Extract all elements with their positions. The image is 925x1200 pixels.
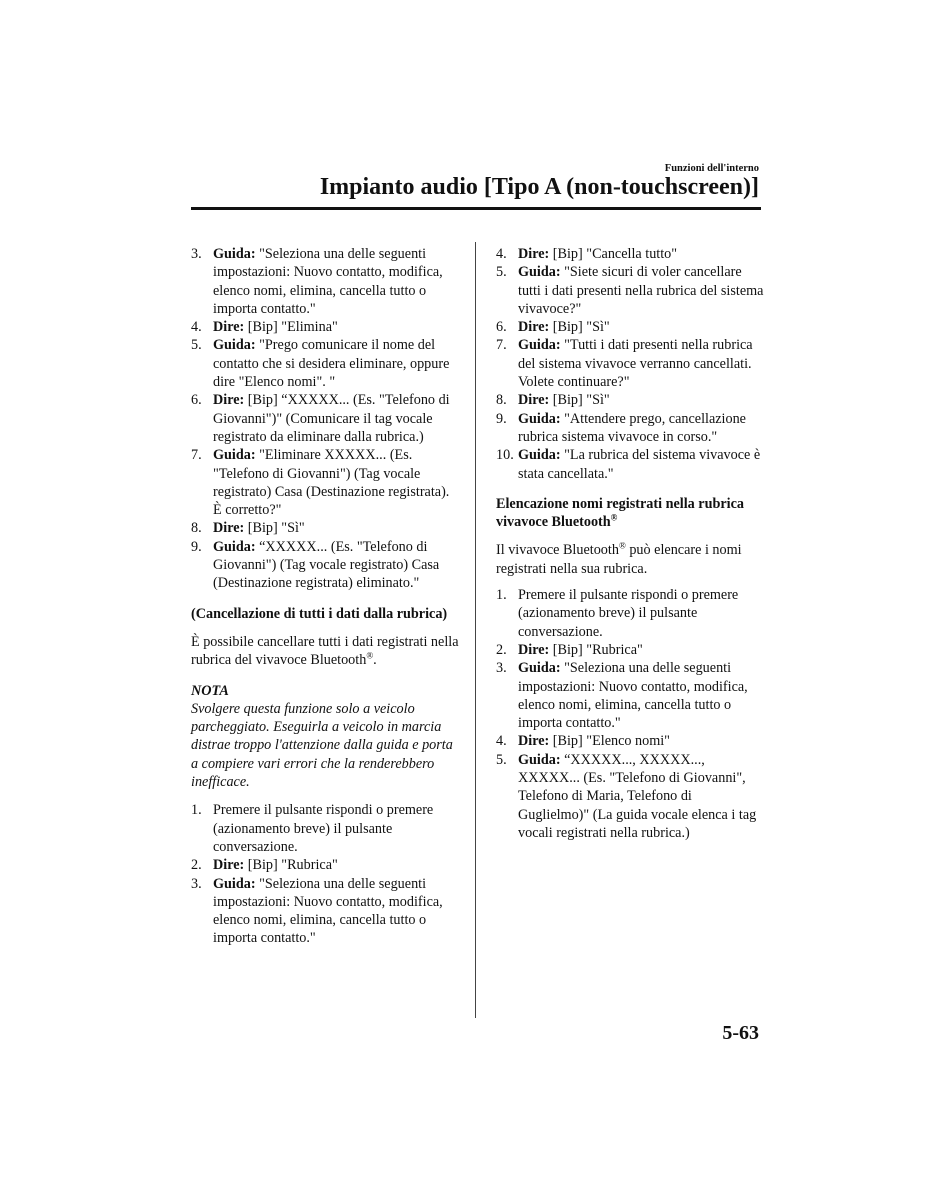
list-item-text: "Eliminare XXXXX... (Es. "Telefono di Giovanni") (Tag vocale registrato) Casa (Destinazione registrata). È corretto?" <box>213 447 450 519</box>
list-item-body <box>213 519 459 537</box>
list-item-text: "Siete sicuri di voler cancellare tutti i dati presenti nella rubrica del sistema vivavoce?" <box>518 264 764 317</box>
left-step-list-1 <box>191 245 459 593</box>
list-item-text: "Tutti i dati presenti nella rubrica del sistema vivavoce verranno cancellati. Volete continuare?" <box>518 337 753 391</box>
list-item-lead: Dire: <box>518 319 550 336</box>
list-item-text: “XXXXX..., XXXXX..., XXXXX... (Es. "Telefono di Giovanni", Telefono di Maria, Telefono di Guglielmo)" (La guida vocale elenca i tag vocali registrati nella rubrica.) <box>518 751 757 841</box>
list-item <box>496 641 766 659</box>
section-label: Funzioni dell'interno <box>664 163 759 174</box>
list-item-body <box>213 336 459 391</box>
list-item-text: Premere il pulsante rispondi o premere (azionamento breve) il pulsante conversazione. <box>518 587 739 640</box>
list-item-text: [Bip] "Sì" <box>549 392 610 409</box>
left-intro <box>191 633 459 670</box>
list-item-text: [Bip] "Elimina" <box>244 319 338 336</box>
list-item <box>496 751 766 842</box>
list-item <box>496 336 766 391</box>
list-item-text: [Bip] "Sì" <box>244 520 305 537</box>
list-item-body <box>518 586 766 641</box>
note-title: NOTA <box>191 682 229 699</box>
left-step-list-2 <box>191 801 459 947</box>
right-heading <box>496 495 766 532</box>
list-item-text: [Bip] "Rubrica" <box>244 857 338 874</box>
list-item-lead: Dire: <box>213 857 245 874</box>
list-item-number: 7. <box>496 337 507 354</box>
list-item-number: 2. <box>496 641 507 658</box>
list-item <box>496 659 766 732</box>
left-intro-end: . <box>373 652 377 669</box>
list-item <box>191 519 459 537</box>
list-item-lead: Guida: <box>518 751 561 768</box>
list-item-number: 5. <box>496 264 507 281</box>
list-item <box>191 336 459 391</box>
list-item-text: "Prego comunicare il nome del contatto che si desidera eliminare, oppure dire "Elenco nomi". " <box>213 337 450 391</box>
list-item-lead: Dire: <box>518 246 550 262</box>
list-item <box>496 391 766 409</box>
list-item-body <box>213 318 459 336</box>
list-item-number: 1. <box>191 802 202 819</box>
list-item <box>191 245 459 318</box>
list-item-body <box>213 875 459 948</box>
right-step-list-1 <box>496 245 766 483</box>
list-item-lead: Guida: <box>518 410 561 427</box>
list-item-number: 1. <box>496 587 507 604</box>
list-item-body <box>518 410 766 447</box>
list-item-body <box>518 263 766 318</box>
list-item-lead: Dire: <box>213 319 245 336</box>
list-item-body <box>518 391 766 409</box>
left-column <box>191 245 459 948</box>
list-item-number: 4. <box>191 319 202 336</box>
list-item-text: "Seleziona una delle seguenti impostazioni: Nuovo contatto, modifica, elenco nomi, elimina, cancella tutto o importa contatto." <box>213 246 443 317</box>
list-item-lead: Guida: <box>518 337 561 354</box>
list-item-body <box>213 538 459 593</box>
left-intro-text: È possibile cancellare tutti i dati registrati nella rubrica del vivavoce Bluetooth <box>191 633 459 669</box>
list-item <box>191 446 459 519</box>
right-intro <box>496 541 766 578</box>
page-number: 5-63 <box>722 1022 759 1044</box>
list-item-number: 5. <box>191 337 202 354</box>
list-item-lead: Guida: <box>213 538 256 555</box>
list-item-text: Premere il pulsante rispondi o premere (azionamento breve) il pulsante conversazione. <box>213 802 434 855</box>
list-item-lead: Dire: <box>213 392 245 409</box>
list-item-number: 4. <box>496 733 507 750</box>
list-item-body <box>518 446 766 483</box>
list-item-number: 6. <box>191 392 202 409</box>
list-item-body <box>213 856 459 874</box>
right-column <box>496 245 766 842</box>
list-item-number: 9. <box>191 538 202 555</box>
list-item <box>191 318 459 336</box>
list-item-lead: Guida: <box>213 447 256 464</box>
list-item-body <box>518 659 766 732</box>
list-item-text: [Bip] "Rubrica" <box>549 641 643 658</box>
list-item-lead: Dire: <box>518 392 550 409</box>
list-item-number: 6. <box>496 319 507 336</box>
list-item-number: 4. <box>496 246 507 262</box>
list-item-body <box>213 391 459 446</box>
list-item-lead: Guida: <box>518 660 561 677</box>
list-item-text: "Attendere prego, cancellazione rubrica sistema vivavoce in corso." <box>518 410 746 445</box>
list-item-body <box>518 641 766 659</box>
list-item-lead: Dire: <box>518 641 550 658</box>
registered-mark: ® <box>618 540 626 551</box>
title-rule <box>191 207 761 210</box>
list-item-lead: Guida: <box>213 246 256 262</box>
list-item-text: "La rubrica del sistema vivavoce è stata cancellata." <box>518 447 761 482</box>
list-item-number: 3. <box>496 660 507 677</box>
list-item-text: [Bip] "Sì" <box>549 319 610 336</box>
right-step-list-2 <box>496 586 766 842</box>
registered-mark: ® <box>610 512 618 523</box>
list-item-number: 3. <box>191 875 202 892</box>
list-item-body <box>518 732 766 750</box>
list-item-body <box>518 336 766 391</box>
list-item-body <box>213 245 459 318</box>
list-item <box>496 410 766 447</box>
list-item <box>496 446 766 483</box>
registered-mark: ® <box>366 650 374 661</box>
list-item-body <box>518 245 766 263</box>
list-item <box>496 732 766 750</box>
list-item <box>496 263 766 318</box>
list-item-number: 3. <box>191 246 202 262</box>
list-item-text: [Bip] "Cancella tutto" <box>549 246 678 262</box>
column-divider <box>475 242 476 1018</box>
list-item-number: 2. <box>191 857 202 874</box>
list-item-number: 8. <box>496 392 507 409</box>
list-item-lead: Guida: <box>518 264 561 281</box>
list-item-body <box>518 751 766 842</box>
list-item-text: "Seleziona una delle seguenti impostazioni: Nuovo contatto, modifica, elenco nomi, elimina, cancella tutto o importa contatto." <box>213 875 443 947</box>
list-item-number: 10. <box>496 447 514 464</box>
list-item-lead: Guida: <box>213 875 256 892</box>
list-item-text: [Bip] “XXXXX... (Es. "Telefono di Giovanni")" (Comunicare il tag vocale registrato da eliminare dalla rubrica.) <box>213 392 450 445</box>
list-item-number: 5. <box>496 751 507 768</box>
list-item-lead: Guida: <box>213 337 256 354</box>
left-heading: (Cancellazione di tutti i dati dalla rubrica) <box>191 605 448 622</box>
list-item <box>496 586 766 641</box>
list-item-lead: Guida: <box>518 447 561 464</box>
page-title: Impianto audio [Tipo A (non-touchscreen)] <box>319 174 759 200</box>
note-text: Svolgere questa funzione solo a veicolo parcheggiato. Eseguirla a veicolo in marcia distrae troppo l'attenzione dalla guida e porta a compiere vari errori che la renderebbero inefficace. <box>191 700 453 791</box>
list-item <box>191 856 459 874</box>
right-heading-text: Elencazione nomi registrati nella rubrica vivavoce Bluetooth <box>496 495 744 531</box>
list-item <box>496 318 766 336</box>
list-item-number: 9. <box>496 410 507 427</box>
right-intro-text: Il vivavoce Bluetooth <box>496 542 619 559</box>
list-item-body <box>518 318 766 336</box>
list-item-lead: Dire: <box>213 520 245 537</box>
list-item <box>496 245 766 263</box>
list-item <box>191 875 459 948</box>
list-item-text: "Seleziona una delle seguenti impostazioni: Nuovo contatto, modifica, elenco nomi, elimina, cancella tutto o importa contatto." <box>518 660 748 732</box>
list-item <box>191 801 459 856</box>
list-item-text: “XXXXX... (Es. "Telefono di Giovanni") (Tag vocale registrato) Casa (Destinazione registrata) eliminato." <box>213 538 440 592</box>
list-item-lead: Dire: <box>518 733 550 750</box>
list-item <box>191 391 459 446</box>
right-intro-end: può elencare i nomi registrati nella sua rubrica. <box>496 542 742 577</box>
list-item-text: [Bip] "Elenco nomi" <box>549 733 670 750</box>
list-item <box>191 538 459 593</box>
list-item-number: 8. <box>191 520 202 537</box>
list-item-number: 7. <box>191 447 202 464</box>
list-item-body <box>213 801 459 856</box>
list-item-body <box>213 446 459 519</box>
